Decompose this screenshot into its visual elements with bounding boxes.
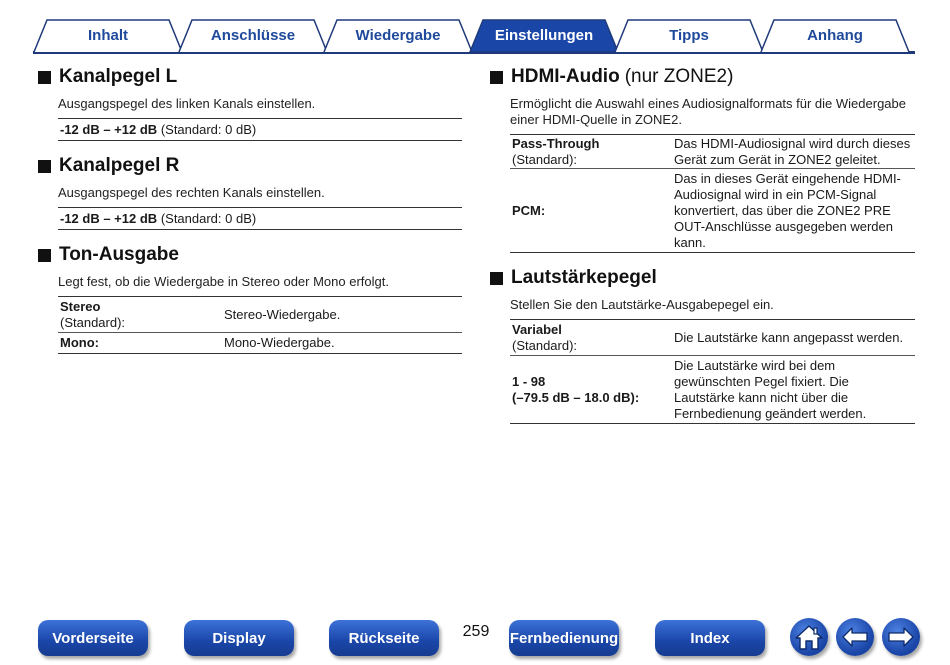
left-column: [38, 64, 462, 354]
section-description: Ausgangspegel des linken Kanals einstellen.: [58, 96, 316, 111]
vorderseite-button[interactable]: Vorderseite: [38, 620, 148, 656]
option-desc-cell: Die Lautstärke wird bei dem gewünschten Pegel fixiert. Die Lautstärke kann nicht über die Fernbedienung geändert werden.: [674, 357, 867, 421]
home-icon: [794, 623, 824, 651]
section-description: Stellen Sie den Lautstärke-Ausgabepegel ein.: [510, 297, 774, 312]
tab-bar: [0, 0, 950, 56]
tab-anschluesse[interactable]: [178, 18, 328, 52]
arrow-right-icon: [886, 626, 916, 648]
tab-label: Anhang: [807, 26, 863, 44]
fernbedienung-button[interactable]: Fernbedienung: [509, 620, 619, 656]
square-bullet-icon: [38, 160, 51, 173]
forward-button[interactable]: [882, 618, 920, 656]
rueckseite-button[interactable]: Rückseite: [329, 620, 439, 656]
option-name-cell: Mono:: [60, 335, 99, 350]
tab-einstellungen[interactable]: [469, 18, 619, 52]
square-bullet-icon: [38, 249, 51, 262]
option-name-cell: 1 - 98 (–79.5 dB – 18.0 dB):: [512, 373, 640, 405]
tab-label: Anschlüsse: [210, 26, 296, 44]
tab-inhalt[interactable]: [33, 18, 183, 52]
option-name-cell: Stereo (Standard):: [60, 298, 126, 330]
option-range-row: [58, 118, 462, 141]
table-row: [510, 135, 915, 169]
option-name-cell: Variabel (Standard):: [512, 321, 578, 353]
arrow-left-icon: [840, 626, 870, 648]
section-title-hdmi-audio: HDMI-Audio (nur ZONE2): [490, 64, 915, 90]
table-row: [510, 356, 915, 424]
option-desc-cell: Mono-Wiedergabe.: [224, 335, 335, 350]
range-value: -12 dB – +12 dB: [60, 211, 158, 226]
tab-wiedergabe[interactable]: [323, 18, 473, 52]
back-button[interactable]: [836, 618, 874, 656]
options-table: [510, 134, 915, 253]
option-desc-cell: Das in dieses Gerät eingehende HDMI-Audiosignal wird in ein PCM-Signal konvertiert, das über die ZONE2 PRE OUT-Anschlüsse ausgegeben werden kann.: [674, 170, 901, 250]
option-desc-cell: Das HDMI-Audiosignal wird durch dieses Gerät zum Gerät in ZONE2 geleitet.: [674, 135, 911, 167]
option-name-cell: Pass-Through (Standard):: [512, 135, 600, 167]
table-row: [510, 169, 915, 253]
default-value: (Standard: 0 dB): [160, 122, 257, 137]
section-title-kanalpegel-l: Kanalpegel L: [38, 64, 462, 90]
page-number: 259: [462, 623, 490, 640]
table-row: [510, 320, 915, 356]
tab-anhang[interactable]: [760, 18, 910, 52]
tab-label: Wiedergabe: [355, 26, 441, 44]
tab-label: Inhalt: [88, 26, 128, 44]
section-description: Ausgangspegel des rechten Kanals einstellen.: [58, 185, 325, 200]
display-button[interactable]: Display: [184, 620, 294, 656]
tab-label: Einstellungen: [494, 26, 594, 44]
tab-tipps[interactable]: [614, 18, 764, 52]
section-title-lautstaerkepegel: Lautstärkepegel: [490, 265, 915, 291]
range-value: -12 dB – +12 dB: [60, 122, 158, 137]
right-column: [490, 64, 915, 424]
home-button[interactable]: [790, 618, 828, 656]
section-title-kanalpegel-r: Kanalpegel R: [38, 153, 462, 179]
default-value: (Standard: 0 dB): [160, 211, 257, 226]
option-name-cell: PCM:: [512, 202, 546, 218]
square-bullet-icon: [490, 71, 503, 84]
option-range-row: [58, 207, 462, 230]
options-table: [510, 319, 915, 424]
table-row: [58, 297, 462, 333]
index-button[interactable]: Index: [655, 620, 765, 656]
option-desc-cell: Stereo-Wiedergabe.: [224, 306, 341, 322]
square-bullet-icon: [38, 71, 51, 84]
section-description: Legt fest, ob die Wiedergabe in Stereo oder Mono erfolgt.: [58, 274, 389, 289]
square-bullet-icon: [490, 272, 503, 285]
option-desc-cell: Die Lautstärke kann angepasst werden.: [674, 329, 904, 345]
table-row: [58, 333, 462, 354]
section-title-ton-ausgabe: Ton-Ausgabe: [38, 242, 462, 268]
options-table: [58, 296, 462, 354]
section-description: Ermöglicht die Auswahl eines Audiosignalformats für die Wiedergabe einer HDMI-Quelle in ZONE2.: [510, 96, 906, 127]
tab-label: Tipps: [669, 26, 709, 44]
